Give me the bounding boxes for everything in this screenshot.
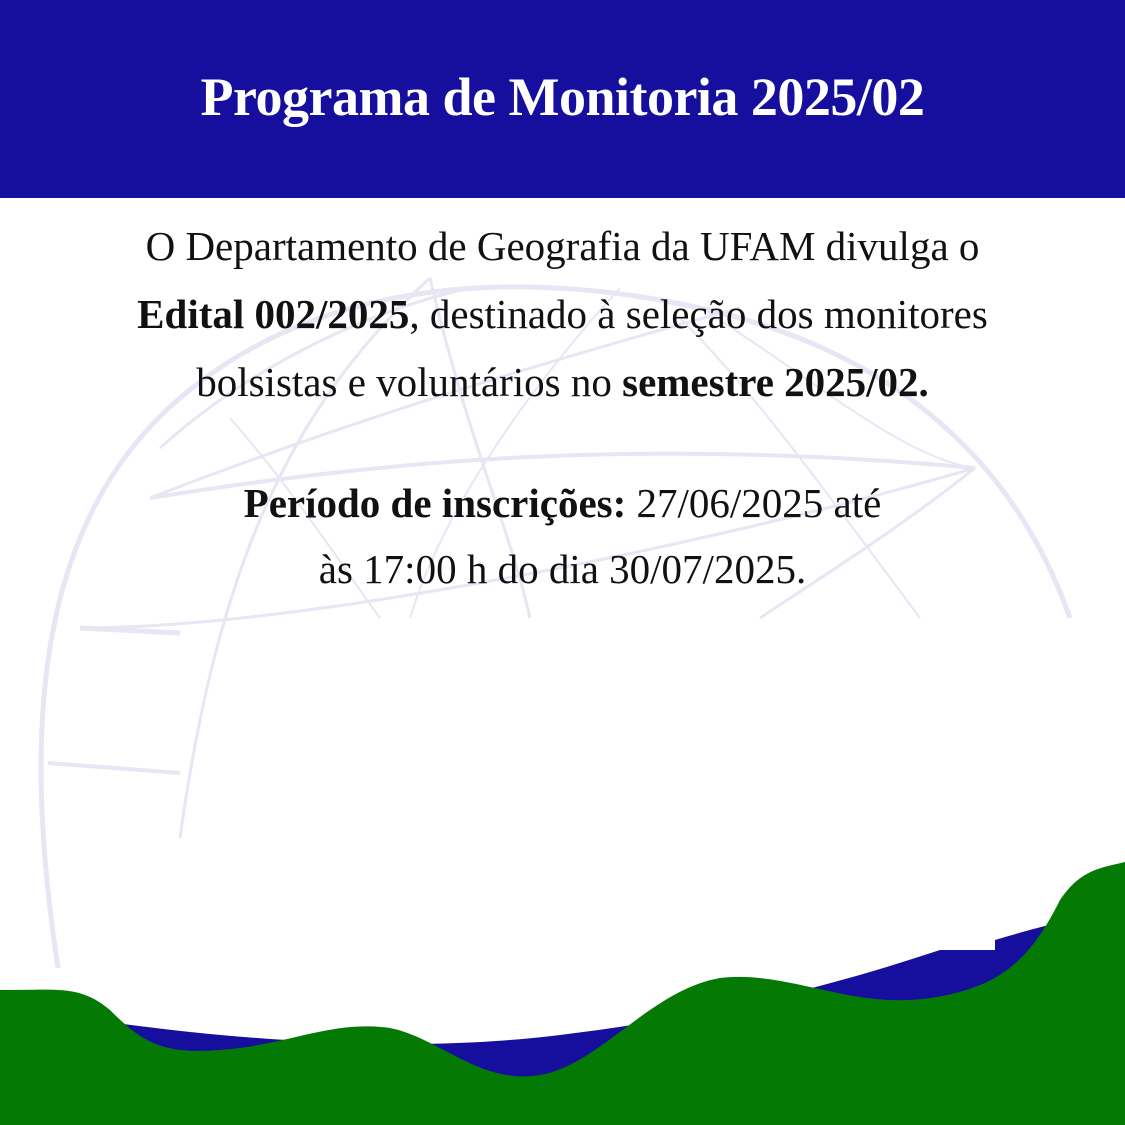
announcement-body xyxy=(0,198,1125,602)
header-banner xyxy=(0,0,1125,198)
announcement-paragraph xyxy=(0,212,1125,416)
registration-period xyxy=(0,470,1125,602)
edital-number: Edital 002/2025 xyxy=(137,291,410,337)
semester-label: semestre 2025/02. xyxy=(622,359,929,405)
announcement-line-2: , destinado à seleção dos monitores xyxy=(409,291,988,337)
announcement-line-1: O Departamento de Geografia da UFAM divulga o xyxy=(145,223,980,269)
registration-end: às 17:00 h do dia 30/07/2025. xyxy=(318,546,807,592)
announcement-line-3: bolsistas e voluntários no xyxy=(196,359,623,405)
green-wave xyxy=(0,862,1125,1125)
registration-start: 27/06/2025 até xyxy=(626,480,882,526)
wave-shapes xyxy=(0,840,1125,1125)
registration-label: Período de inscrições: xyxy=(243,480,627,526)
page-title: Programa de Monitoria 2025/02 xyxy=(200,67,925,127)
